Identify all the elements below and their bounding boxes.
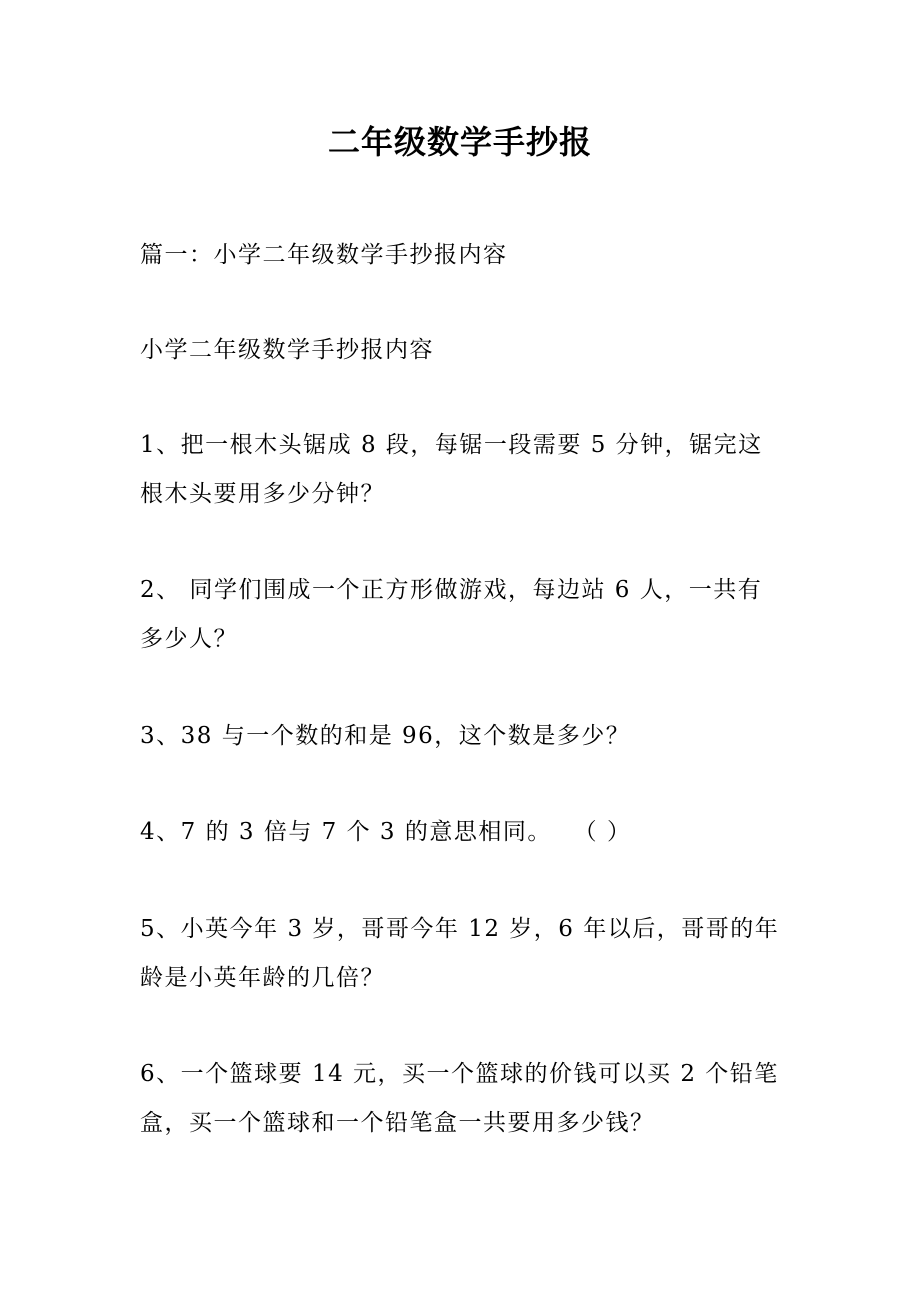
question-3: 3、38 与一个数的和是 96，这个数是多少？ [140,723,631,749]
question-6: 6、一个篮球要 14 元，买一个篮球的价钱可以买 2 个铅笔盒，买一个篮球和一个铅笔盒一共要用多少钱？ [140,1061,779,1136]
section-heading: 篇一：小学二年级数学手抄报内容 [140,242,508,268]
question-5: 5、小英今年 3 岁，哥哥今年 12 岁，6 年以后，哥哥的年龄是小英年龄的几倍？ [140,916,780,991]
section-subheading: 小学二年级数学手抄报内容 [140,337,434,363]
page-title: 二年级数学手抄报 [327,123,592,161]
question-1: 1、把一根木头锯成 8 段，每锯一段需要 5 分钟，锯完这根木头要用多少分钟？ [140,432,763,507]
question-2: 2、 同学们围成一个正方形做游戏，每边站 6 人，一共有多少人？ [140,577,763,652]
question-4: 4、7 的 3 倍与 7 个 3 的意思相同。 （ ） [140,819,632,845]
